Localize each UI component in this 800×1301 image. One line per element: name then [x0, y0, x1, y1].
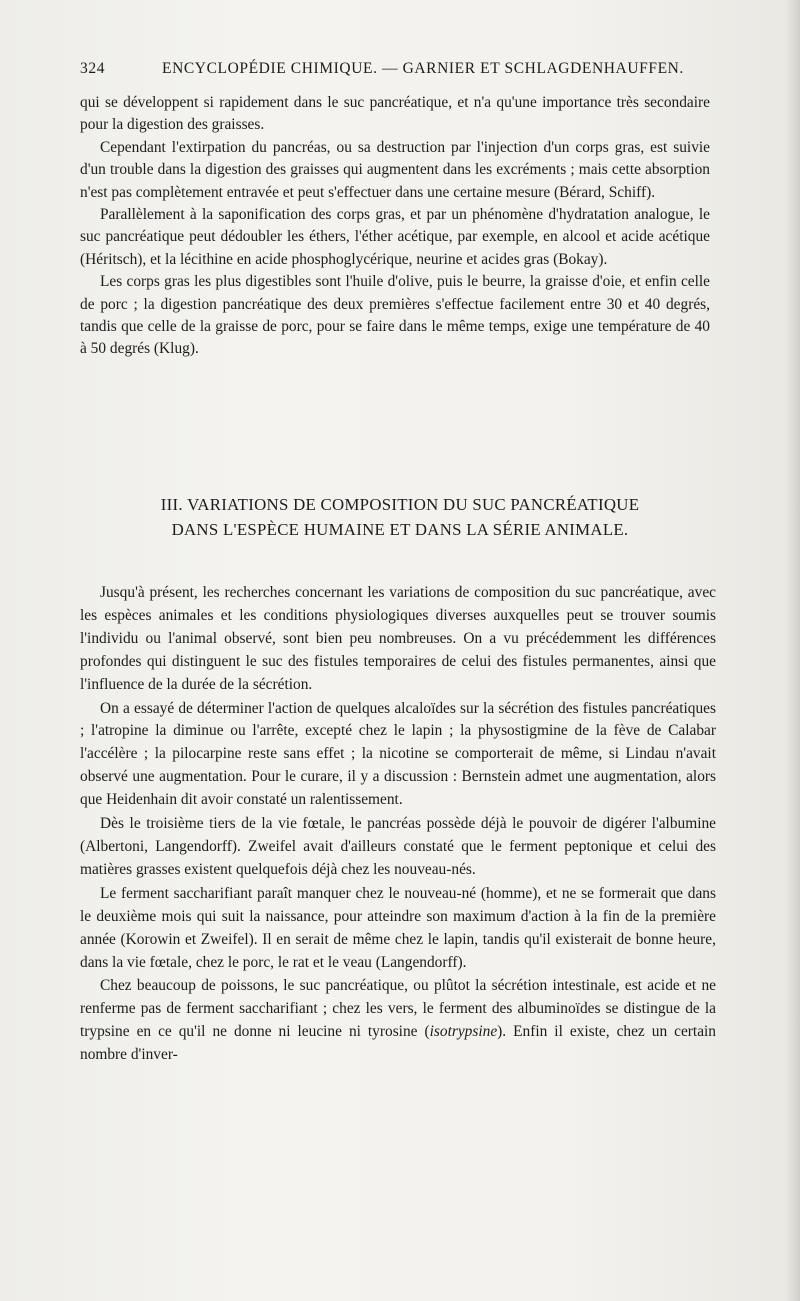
text-run: Chez beaucoup de poissons, le suc pancréatique, ou plûtot la sécrétion intestinale, est acide et ne renferme pas de ferment saccharifiant ; chez les vers, le ferment des albuminoïdes se distingue de la trypsine en ce qu'il ne donne ni leucine ni tyrosine (: [80, 977, 716, 1041]
running-head: ENCYCLOPÉDIE CHIMIQUE. — GARNIER ET SCHLAGDENHAUFFEN.: [162, 60, 684, 77]
text-block-top: [80, 92, 710, 361]
section-title-line-1: III. VARIATIONS DE COMPOSITION DU SUC PANCRÉATIQUE: [160, 495, 640, 514]
paragraph: On a essayé de déterminer l'action de quelques alcaloïdes sur la sécrétion des fistules pancréatiques ; l'atropine la diminue ou l'arrête, excepté chez le lapin ; la physostigmine de la fève de Calabar l'accélère ; la pilocarpine reste sans effet ; la nicotine se comporterait de même, si Lindau n'avait observé une augmentation. Pour le curare, il y a discussion : Bernstein admet une augmentation, alors que Heidenhain dit avoir constaté un ralentissement.: [80, 699, 716, 809]
text-run: ). Enfin il existe, chez un certain nombre d'inver-: [80, 1023, 716, 1064]
paragraph: Le ferment saccharifiant paraît manquer chez le nouveau-né (homme), et ne se formerait que dans le deuxième mois qui suit la naissance, pour atteindre son maximum d'action à la fin de la première année (Korowin et Zweifel). Il en serait de même chez le lapin, tandis qu'il existerait de bonne heure, dans la vie fœtale, chez le porc, le rat et le veau (Langendorff).: [80, 884, 716, 971]
text-block-bottom: [80, 582, 716, 1067]
paragraph: Cependant l'extirpation du pancréas, ou sa destruction par l'injection d'un corps gras, est suivie d'un trouble dans la digestion des graisses qui augmentent dans les excréments ; mais cette absorption n'est pas complètement entravée et peut s'effectuer dans une certaine mesure (Bérard, Schiff).: [80, 138, 710, 201]
page-number: 324: [80, 60, 106, 77]
page-edge-shadow: [786, 0, 800, 1301]
paragraph: Jusqu'à présent, les recherches concernant les variations de composition du suc pancréatique, avec les espèces animales et les conditions physiologiques diverses auxquelles peut se trouver soumis l'individu ou l'animal observé, sont bien peu nombreuses. On a vu précédemment les différences profondes qui distinguent le suc des fistules temporaires de celui des fistules permanentes, ainsi que l'influence de la durée de la sécrétion.: [80, 584, 716, 693]
paragraph: Parallèlement à la saponification des corps gras, et par un phénomène d'hydratation analogue, le suc pancréatique peut dédoubler les éthers, l'éther acétique, par exemple, en alcool et acide acétique (Héritsch), et la lécithine en acide phosphoglycérique, neurine et acides gras (Bokay).: [80, 206, 710, 268]
paragraph-last: [80, 975, 716, 1067]
italic-term: isotrypsine: [429, 1023, 498, 1041]
paragraph: Dès le troisième tiers de la vie fœtale, le pancréas possède déjà le pouvoir de digérer l'albumine (Albertoni, Langendorff). Zweifel avait d'ailleurs constaté que le ferment peptonique et celui des matières grasses existent quelquefois déjà chez les nouveau-nés.: [80, 815, 716, 878]
page-header: [80, 60, 720, 82]
paragraph: qui se développent si rapidement dans le suc pancréatique, et n'a qu'une importance très secondaire pour la digestion des graisses.: [80, 94, 710, 134]
section-title-line-2: DANS L'ESPÈCE HUMAINE ET DANS LA SÉRIE ANIMALE.: [171, 520, 629, 539]
paragraph: Les corps gras les plus digestibles sont l'huile d'olive, puis le beurre, la graisse d'oie, et enfin celle de porc ; la digestion pancréatique des deux premières s'effectue facilement entre 30 et 40 degrés, tandis que celle de la graisse de porc, pour se faire dans le même temps, exige une température de 40 à 50 degrés (Klug).: [80, 273, 710, 358]
section-title: [80, 492, 720, 542]
